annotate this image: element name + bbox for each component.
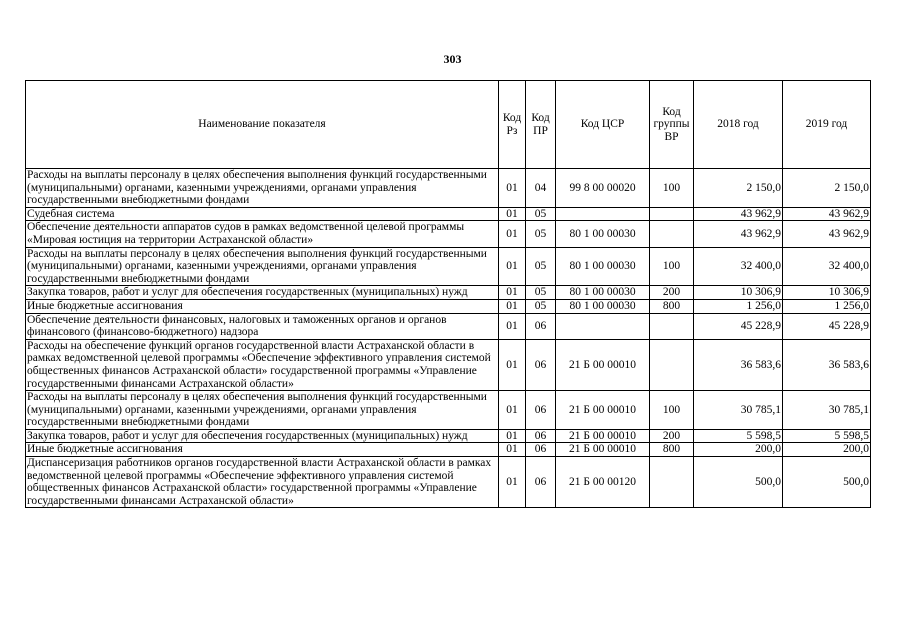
cell-name: Иные бюджетные ассигнования xyxy=(26,443,499,457)
cell-name: Расходы на выплаты персоналу в целях обеспечения выполнения функций государственными (муниципальными) органами, казенными учреждениями, органами управления государственными внебюджетными фондами xyxy=(26,391,499,430)
cell-name: Закупка товаров, работ и услуг для обеспечения государственных (муниципальных) нужд xyxy=(26,429,499,443)
cell-csr: 21 Б 00 00010 xyxy=(556,391,650,430)
header-csr: Код ЦСР xyxy=(556,81,650,169)
cell-y2019: 10 306,9 xyxy=(783,286,871,300)
cell-vr xyxy=(650,221,694,247)
cell-name: Обеспечение деятельности финансовых, налоговых и таможенных органов и органов финансового (финансово-бюджетного) надзора xyxy=(26,313,499,339)
cell-rz: 01 xyxy=(499,299,526,313)
cell-rz: 01 xyxy=(499,313,526,339)
cell-y2019: 36 583,6 xyxy=(783,339,871,390)
cell-rz: 01 xyxy=(499,339,526,390)
cell-csr: 80 1 00 00030 xyxy=(556,299,650,313)
cell-y2018: 500,0 xyxy=(694,457,783,508)
cell-y2018: 2 150,0 xyxy=(694,169,783,208)
table-row xyxy=(26,247,871,286)
cell-y2018: 200,0 xyxy=(694,443,783,457)
header-rz: Код Рз xyxy=(499,81,526,169)
cell-pr: 05 xyxy=(526,247,556,286)
cell-y2018: 1 256,0 xyxy=(694,299,783,313)
cell-pr: 05 xyxy=(526,299,556,313)
cell-pr: 06 xyxy=(526,443,556,457)
cell-pr: 06 xyxy=(526,339,556,390)
table-row xyxy=(26,169,871,208)
cell-rz: 01 xyxy=(499,286,526,300)
cell-y2019: 5 598,5 xyxy=(783,429,871,443)
cell-vr: 200 xyxy=(650,429,694,443)
cell-y2019: 32 400,0 xyxy=(783,247,871,286)
cell-y2019: 2 150,0 xyxy=(783,169,871,208)
header-pr: Код ПР xyxy=(526,81,556,169)
cell-y2018: 36 583,6 xyxy=(694,339,783,390)
cell-csr: 21 Б 00 00120 xyxy=(556,457,650,508)
cell-rz: 01 xyxy=(499,221,526,247)
cell-pr: 04 xyxy=(526,169,556,208)
table-row xyxy=(26,391,871,430)
cell-name: Диспансеризация работников органов государственной власти Астраханской области в рамках ведомственной целевой программы «Обеспечение эффективного управления системой общественных финансов Астраханской области» государственной программы «Управление государственными финансами Астраханской области» xyxy=(26,457,499,508)
cell-pr: 06 xyxy=(526,391,556,430)
cell-csr: 80 1 00 00030 xyxy=(556,286,650,300)
cell-vr xyxy=(650,207,694,221)
cell-csr xyxy=(556,313,650,339)
cell-pr: 05 xyxy=(526,286,556,300)
cell-pr: 05 xyxy=(526,207,556,221)
header-2018: 2018 год xyxy=(694,81,783,169)
table-row xyxy=(26,299,871,313)
table-row xyxy=(26,339,871,390)
cell-name: Расходы на выплаты персоналу в целях обеспечения выполнения функций государственными (муниципальными) органами, казенными учреждениями, органами управления государственными внебюджетными фондами xyxy=(26,169,499,208)
cell-y2018: 45 228,9 xyxy=(694,313,783,339)
cell-vr: 200 xyxy=(650,286,694,300)
cell-csr: 80 1 00 00030 xyxy=(556,247,650,286)
cell-vr: 800 xyxy=(650,443,694,457)
cell-csr: 80 1 00 00030 xyxy=(556,221,650,247)
cell-y2018: 5 598,5 xyxy=(694,429,783,443)
cell-pr: 06 xyxy=(526,457,556,508)
cell-vr xyxy=(650,339,694,390)
cell-pr: 06 xyxy=(526,429,556,443)
cell-vr: 800 xyxy=(650,299,694,313)
cell-pr: 06 xyxy=(526,313,556,339)
cell-rz: 01 xyxy=(499,443,526,457)
cell-y2019: 1 256,0 xyxy=(783,299,871,313)
table-header-row xyxy=(26,81,871,169)
cell-rz: 01 xyxy=(499,247,526,286)
cell-y2018: 43 962,9 xyxy=(694,221,783,247)
cell-y2018: 43 962,9 xyxy=(694,207,783,221)
cell-y2019: 500,0 xyxy=(783,457,871,508)
table-body xyxy=(26,169,871,508)
cell-vr: 100 xyxy=(650,169,694,208)
table-row xyxy=(26,429,871,443)
cell-name: Судебная система xyxy=(26,207,499,221)
cell-vr: 100 xyxy=(650,247,694,286)
cell-y2018: 10 306,9 xyxy=(694,286,783,300)
table-row xyxy=(26,286,871,300)
cell-name: Расходы на обеспечение функций органов государственной власти Астраханской области в рамках ведомственной целевой программы «Обеспечение эффективного управления системой общественных финансов Астраханской области» государственной программы «Управление государственными финансами Астраханской области» xyxy=(26,339,499,390)
cell-y2019: 43 962,9 xyxy=(783,221,871,247)
header-name: Наименование показателя xyxy=(26,81,499,169)
cell-csr: 21 Б 00 00010 xyxy=(556,429,650,443)
table-row xyxy=(26,221,871,247)
cell-y2018: 30 785,1 xyxy=(694,391,783,430)
cell-vr: 100 xyxy=(650,391,694,430)
cell-csr: 21 Б 00 00010 xyxy=(556,339,650,390)
header-2019: 2019 год xyxy=(783,81,871,169)
cell-rz: 01 xyxy=(499,457,526,508)
table-row xyxy=(26,443,871,457)
cell-rz: 01 xyxy=(499,207,526,221)
cell-vr xyxy=(650,457,694,508)
budget-table xyxy=(25,80,871,508)
cell-rz: 01 xyxy=(499,169,526,208)
cell-y2019: 200,0 xyxy=(783,443,871,457)
cell-y2018: 32 400,0 xyxy=(694,247,783,286)
header-vr: Код группы ВР xyxy=(650,81,694,169)
cell-vr xyxy=(650,313,694,339)
cell-pr: 05 xyxy=(526,221,556,247)
table-row xyxy=(26,457,871,508)
cell-rz: 01 xyxy=(499,391,526,430)
cell-y2019: 45 228,9 xyxy=(783,313,871,339)
cell-name: Закупка товаров, работ и услуг для обеспечения государственных (муниципальных) нужд xyxy=(26,286,499,300)
cell-csr: 99 8 00 00020 xyxy=(556,169,650,208)
table-row xyxy=(26,207,871,221)
cell-csr xyxy=(556,207,650,221)
cell-rz: 01 xyxy=(499,429,526,443)
cell-name: Обеспечение деятельности аппаратов судов в рамках ведомственной целевой программы «Мировая юстиция на территории Астраханской области» xyxy=(26,221,499,247)
table-row xyxy=(26,313,871,339)
cell-csr: 21 Б 00 00010 xyxy=(556,443,650,457)
page-number: 303 xyxy=(443,52,462,66)
cell-name: Расходы на выплаты персоналу в целях обеспечения выполнения функций государственными (муниципальными) органами, казенными учреждениями, органами управления государственными внебюджетными фондами xyxy=(26,247,499,286)
cell-name: Иные бюджетные ассигнования xyxy=(26,299,499,313)
cell-y2019: 30 785,1 xyxy=(783,391,871,430)
cell-y2019: 43 962,9 xyxy=(783,207,871,221)
